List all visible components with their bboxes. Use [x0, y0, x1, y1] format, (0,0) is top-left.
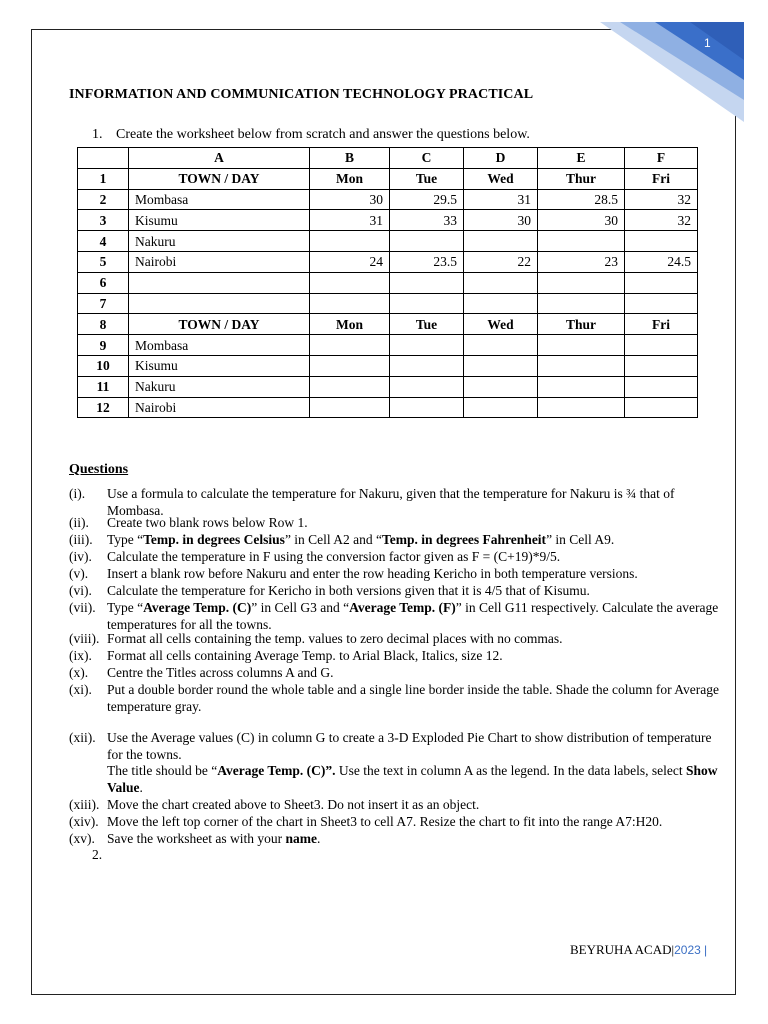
row-number: 9 — [78, 335, 129, 356]
table-cell — [310, 355, 390, 376]
question-label: (iii). — [69, 532, 93, 547]
question-text: Type “Average Temp. (C)” in Cell G3 and “Average Temp. (F)” in Cell G11 respectively. Calculate the average temperatures for all the towns. — [107, 600, 719, 632]
row-number: 12 — [78, 397, 129, 418]
table-cell — [538, 335, 625, 356]
footer-text: BEYRUHA ACAD| — [570, 942, 675, 957]
question-text: Centre the Titles across columns A and G. — [107, 665, 334, 680]
question-text: Format all cells containing the temp. values to zero decimal places with no commas. — [107, 631, 563, 646]
question-label: (xiv). — [69, 814, 99, 829]
table-row — [78, 272, 698, 293]
question-label: (v). — [69, 566, 89, 581]
table-cell: 30 — [538, 210, 625, 231]
question-text: Type “Temp. in degrees Celsius” in Cell A2 and “Temp. in degrees Fahrenheit” in Cell A9. — [107, 532, 615, 547]
question-label: (i). — [69, 486, 86, 501]
table-cell: 24 — [310, 251, 390, 272]
worksheet-table — [77, 147, 698, 418]
row-number: 2 — [78, 189, 129, 210]
column-header-row — [78, 148, 698, 169]
column-header: D — [464, 148, 538, 169]
table-row — [78, 189, 698, 210]
question-text: Move the chart created above to Sheet3. Do not insert it as an object. — [107, 797, 480, 812]
table-cell — [310, 231, 390, 252]
question-text: Calculate the temperature in F using the conversion factor given as F = (C+19)*9/5. — [107, 549, 561, 564]
question-label: (viii). — [69, 631, 100, 646]
table-cell — [310, 376, 390, 397]
table-cell: Mombasa — [129, 189, 310, 210]
row-number: 7 — [78, 293, 129, 314]
question-text: Use a formula to calculate the temperature for Nakuru, given that the temperature for Nakuru is ¾ that of Mombasa. — [107, 486, 675, 518]
table-cell — [538, 272, 625, 293]
table-cell — [538, 355, 625, 376]
table-cell — [464, 355, 538, 376]
table-cell — [310, 397, 390, 418]
table-cell: Wed — [464, 168, 538, 189]
table-cell — [310, 293, 390, 314]
table-cell — [464, 231, 538, 252]
question-label: (ix). — [69, 648, 92, 663]
table-cell — [625, 376, 698, 397]
question-label: (vi). — [69, 583, 92, 598]
row-number: 6 — [78, 272, 129, 293]
table-cell: Mon — [310, 168, 390, 189]
table-cell — [625, 293, 698, 314]
table-cell: 32 — [625, 210, 698, 231]
instruction-number: 1. — [92, 127, 103, 142]
table-cell — [538, 397, 625, 418]
table-cell: 23.5 — [390, 251, 464, 272]
table-cell: Nairobi — [129, 397, 310, 418]
question-text: Save the worksheet as with your name. — [107, 831, 321, 846]
corner-cell — [78, 148, 129, 169]
row-number: 3 — [78, 210, 129, 231]
page-title: INFORMATION AND COMMUNICATION TECHNOLOGY PRACTICAL — [69, 87, 534, 102]
table-cell: 31 — [464, 189, 538, 210]
questions-heading: Questions — [69, 462, 129, 477]
footer — [570, 942, 707, 958]
table-cell — [464, 335, 538, 356]
table-cell: TOWN / DAY — [129, 314, 310, 335]
column-header: C — [390, 148, 464, 169]
table-cell — [390, 231, 464, 252]
table-cell: 23 — [538, 251, 625, 272]
table-cell: TOWN / DAY — [129, 168, 310, 189]
table-row — [78, 314, 698, 335]
row-number: 5 — [78, 251, 129, 272]
question-text: Calculate the temperature for Kericho in both versions given that it is 4/5 that of Kisumu. — [107, 583, 590, 598]
table-cell — [464, 376, 538, 397]
table-cell: Nairobi — [129, 251, 310, 272]
table-cell — [625, 355, 698, 376]
row-number: 10 — [78, 355, 129, 376]
table-cell: 31 — [310, 210, 390, 231]
table-row — [78, 251, 698, 272]
question-label: (iv). — [69, 549, 92, 564]
row-number: 8 — [78, 314, 129, 335]
table-cell: Tue — [390, 168, 464, 189]
table-row — [78, 168, 698, 189]
table-cell: Mon — [310, 314, 390, 335]
table-cell — [464, 397, 538, 418]
table-cell — [390, 397, 464, 418]
question-label: (ii). — [69, 515, 89, 530]
table-cell — [310, 272, 390, 293]
column-header: B — [310, 148, 390, 169]
table-cell: 32 — [625, 189, 698, 210]
instruction — [92, 127, 530, 143]
question-label: (x). — [69, 665, 89, 680]
table-row — [78, 293, 698, 314]
table-cell: Fri — [625, 314, 698, 335]
table-cell — [538, 376, 625, 397]
question-label: (xi). — [69, 682, 92, 697]
table-cell — [625, 335, 698, 356]
column-header: A — [129, 148, 310, 169]
question-text: Create two blank rows below Row 1. — [107, 515, 308, 530]
table-cell: Mombasa — [129, 335, 310, 356]
table-cell — [129, 272, 310, 293]
page-number: 1 — [704, 36, 711, 50]
table-cell: Thur — [538, 168, 625, 189]
table-cell — [129, 293, 310, 314]
table-cell: Tue — [390, 314, 464, 335]
table-cell — [625, 231, 698, 252]
table-cell: 33 — [390, 210, 464, 231]
table-cell: 24.5 — [625, 251, 698, 272]
table-cell: 28.5 — [538, 189, 625, 210]
table-cell: 29.5 — [390, 189, 464, 210]
question-label: (xii). — [69, 730, 96, 745]
table-cell: Thur — [538, 314, 625, 335]
question-text: Insert a blank row before Nakuru and enter the row heading Kericho in both temperature versions. — [107, 566, 638, 581]
question-label: (xiii). — [69, 797, 100, 812]
table-row — [78, 397, 698, 418]
question-text: Put a double border round the whole table and a single line border inside the table. Shade the column for Average temperature gray. — [107, 682, 719, 714]
table-cell — [390, 293, 464, 314]
table-cell — [390, 272, 464, 293]
table-cell: 30 — [464, 210, 538, 231]
footer-sep: | — [704, 943, 708, 957]
table-cell — [390, 355, 464, 376]
question-label: (xv). — [69, 831, 95, 846]
table-cell — [390, 376, 464, 397]
table-cell — [464, 293, 538, 314]
footer-year: 2023 — [674, 943, 701, 957]
column-header: F — [625, 148, 698, 169]
table-cell — [625, 272, 698, 293]
question-label: (vii). — [69, 600, 96, 615]
table-cell: Nakuru — [129, 376, 310, 397]
table-cell: Wed — [464, 314, 538, 335]
table-cell: Kisumu — [129, 210, 310, 231]
table-cell — [538, 231, 625, 252]
table-cell: 30 — [310, 189, 390, 210]
row-number: 11 — [78, 376, 129, 397]
table-cell — [538, 293, 625, 314]
table-row — [78, 210, 698, 231]
table-cell: Kisumu — [129, 355, 310, 376]
table-cell: 22 — [464, 251, 538, 272]
table-cell — [464, 272, 538, 293]
table-cell — [625, 397, 698, 418]
corner-decoration — [560, 0, 768, 130]
table-row — [78, 231, 698, 252]
row-number: 4 — [78, 231, 129, 252]
table-row — [78, 355, 698, 376]
table-cell — [390, 335, 464, 356]
question-text: Move the left top corner of the chart in Sheet3 to cell A7. Resize the chart to fit into the range A7:H20. — [107, 814, 663, 829]
table-row — [78, 376, 698, 397]
table-row — [78, 335, 698, 356]
row-number: 1 — [78, 168, 129, 189]
question-text: Format all cells containing Average Temp. to Arial Black, Italics, size 12. — [107, 648, 503, 663]
column-header: E — [538, 148, 625, 169]
instruction-text: Create the worksheet below from scratch and answer the questions below. — [116, 127, 530, 142]
question-text: Use the Average values (C) in column G to create a 3-D Exploded Pie Chart to show distribution of temperature for the towns. The title should be “Average Temp. (C)”. Use the text in column A as the legend. In the data labels, select Show Value. — [107, 730, 718, 795]
table-cell: Fri — [625, 168, 698, 189]
table-cell: Nakuru — [129, 231, 310, 252]
table-cell — [310, 335, 390, 356]
